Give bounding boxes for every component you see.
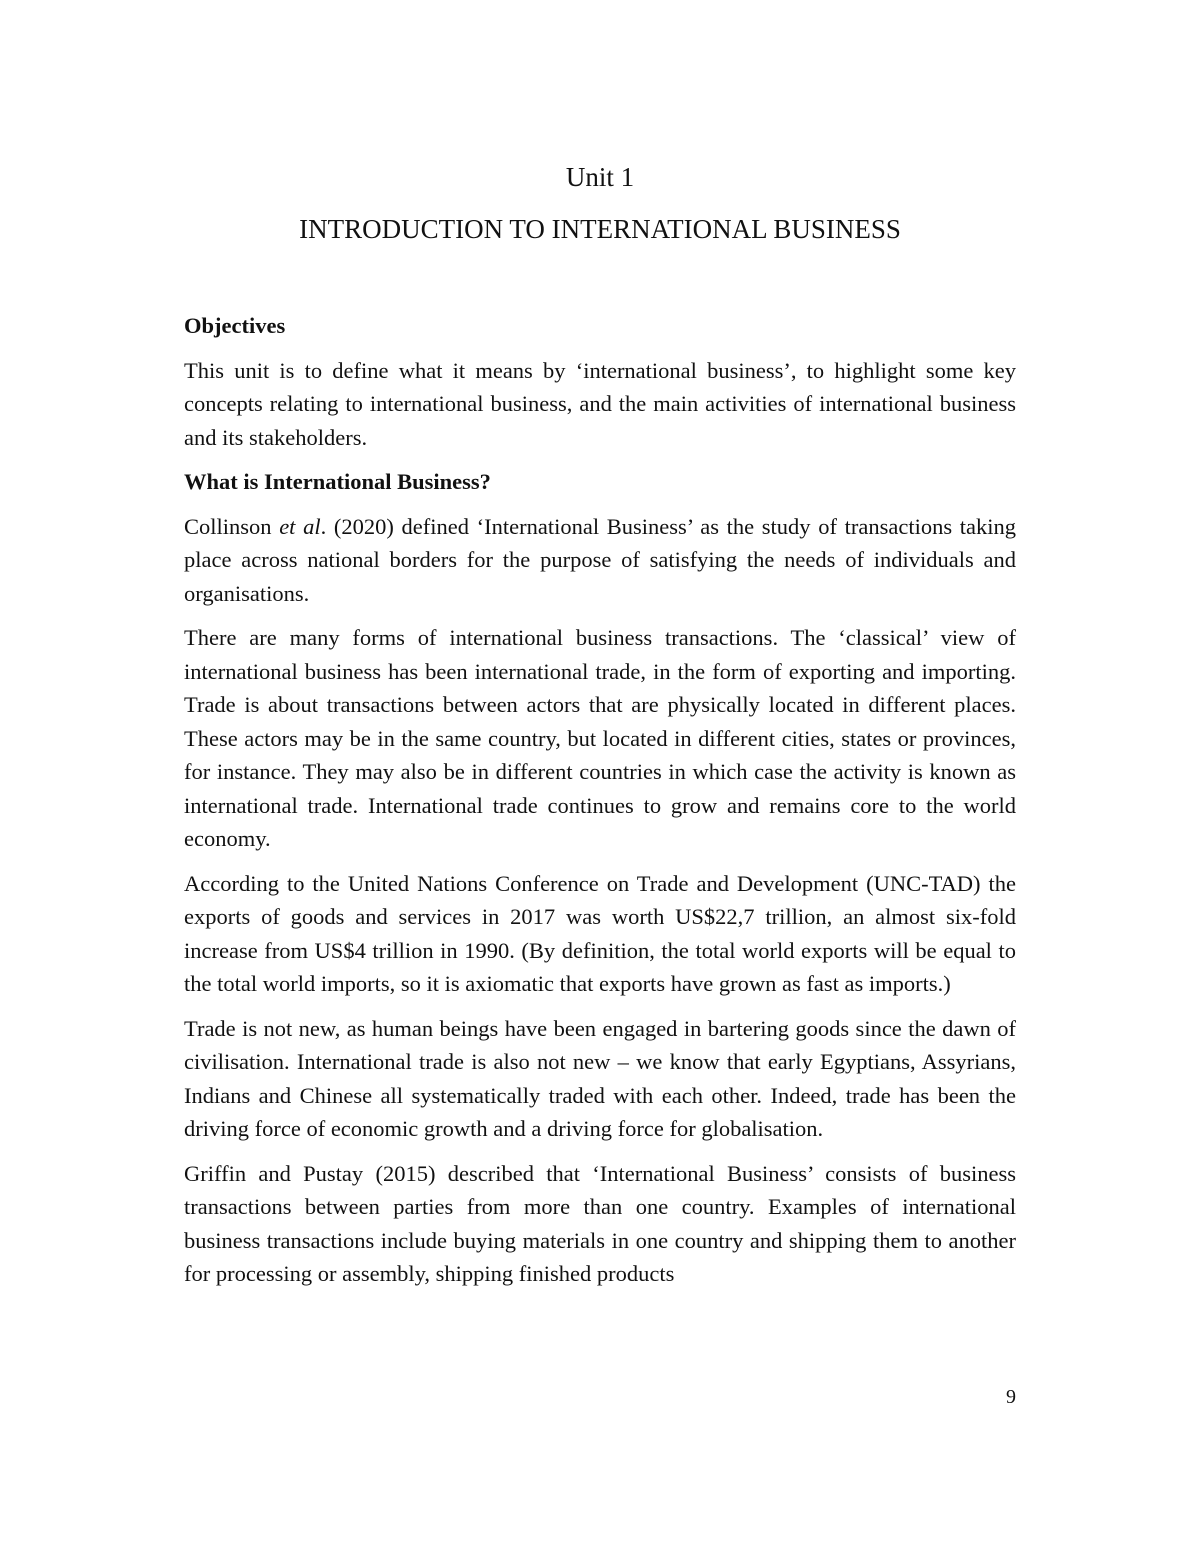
griffin-pustay-paragraph: Griffin and Pustay (2015) described that ‘International Business’ consists of business transactions between parties from more than one country. Examples of international business transactions include buying materials in one country and shipping them to another for processing or assembly, shipping finished products xyxy=(184,1160,1016,1286)
collinson-text-start: Collinson xyxy=(184,513,280,539)
collinson-text-rest: . (2020) defined ‘International Business’ as the study of transactions taking place across national borders for the purpose of satisfying the needs of individuals and organisations. xyxy=(184,513,1016,606)
unit-label: Unit 1 xyxy=(565,162,635,192)
objectives-heading: Objectives xyxy=(184,313,286,338)
objectives-paragraph: This unit is to define what it means by ‘international business’, to highlight some key concepts relating to international business, and the main activities of international business and its stakeholders. xyxy=(184,357,1016,450)
forms-of-transactions-paragraph: There are many forms of international business transactions. The ‘classical’ view of international business has been international trade, in the form of exporting and importing. Trade is about transactions between actors that are physically located in different places. These actors may be in the same country, but located in different cities, states or provinces, for instance. They may also be in different countries in which case the activity is known as international trade. International trade continues to grow and remains core to the world economy. xyxy=(184,625,1016,851)
unctad-paragraph: According to the United Nations Conference on Trade and Development (UNC-TAD) the exports of goods and services in 2017 was worth US$22,7 trillion, an almost six-fold increase from US$4 trillion in 1990. (By definition, the total world exports will be equal to the total world imports, so it is axiomatic that exports have grown as fast as imports.) xyxy=(184,870,1016,996)
body-content xyxy=(184,309,1016,1302)
page-title: INTRODUCTION TO INTERNATIONAL BUSINESS xyxy=(299,214,901,244)
trade-history-paragraph: Trade is not new, as human beings have been engaged in bartering goods since the dawn of civilisation. International trade is also not new – we know that early Egyptians, Assyrians, Indians and Chinese all systematically traded with each other. Indeed, trade has been the driving force of economic growth and a driving force for globalisation. xyxy=(184,1015,1016,1141)
collinson-paragraph xyxy=(184,510,1016,611)
page-number: 9 xyxy=(1006,1386,1016,1408)
et-al-italic: et al xyxy=(279,513,321,539)
what-is-ib-heading: What is International Business? xyxy=(184,469,491,494)
